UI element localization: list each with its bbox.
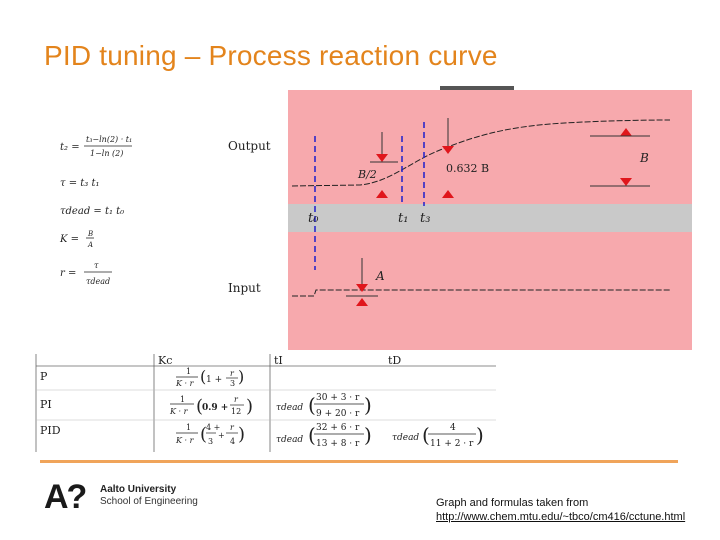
pi-ti-den: 9 + 20 · r (316, 409, 360, 419)
credit-link[interactable]: http://www.chem.mtu.edu/~tbco/cm416/cctune.html (436, 511, 686, 523)
pi-kc-pden: 12 (231, 407, 242, 416)
svg-text:τdead: τdead (86, 277, 111, 286)
pi-kc-num: 1 (180, 395, 186, 404)
formula-k (59, 230, 94, 249)
pid-kc-pden: 4 (230, 437, 236, 446)
pi-ti-num: 30 + 3 · r (316, 393, 360, 403)
t3-label: t₃ (420, 211, 431, 226)
svg-text:): ) (238, 367, 245, 386)
svg-text:1−ln (2): 1−ln (2) (90, 149, 124, 158)
p-kc-pden: 3 (230, 379, 236, 388)
table-header-kc: Kc (158, 354, 173, 367)
svg-text:(: ( (308, 423, 316, 447)
footer-divider (40, 460, 678, 463)
pi-kc-const: 0.9 + (202, 403, 229, 413)
table-row-pi-mode: PI (40, 398, 52, 411)
svg-text:): ) (246, 396, 254, 417)
table-row-pid-mode: PID (40, 424, 61, 437)
svg-text:): ) (364, 393, 372, 417)
table-header-td: tD (388, 354, 402, 367)
pid-kc-const-den: 3 (208, 437, 214, 446)
credit-text: Graph and formulas taken from (436, 497, 589, 509)
logo-school: School of Engineering (100, 496, 198, 507)
svg-text:t₂ =: t₂ = (60, 142, 80, 153)
svg-text:(: ( (196, 396, 204, 417)
t0-label: t₀ (308, 211, 319, 226)
formula-t2 (60, 135, 132, 158)
logo-mark: A? (44, 478, 86, 516)
reaction-curve-figure (30, 86, 692, 452)
svg-text:+: + (218, 431, 225, 440)
pid-kc-num: 1 (186, 423, 192, 432)
formula-tau: τ = t₃ t₁ (60, 178, 100, 189)
pid-ti-num: 32 + 6 · r (316, 423, 360, 433)
b-half-label: B/2 (358, 168, 377, 181)
aalto-logo (44, 480, 224, 520)
p-kc-const: 1 + (206, 375, 223, 385)
table-row-p-mode: P (40, 370, 48, 383)
b632-label: 0.632 B (446, 162, 490, 175)
logo-university: Aalto University (100, 484, 177, 495)
pid-ti-den: 13 + 8 · r (316, 439, 360, 449)
svg-text:(: ( (308, 393, 316, 417)
b-label: B (640, 151, 649, 165)
svg-text:r =: r = (60, 268, 77, 279)
p-kc-num: 1 (186, 367, 192, 376)
p-kc-den: K · r (176, 379, 194, 388)
table-header-ti: tI (274, 354, 283, 367)
output-label: Output (228, 139, 271, 153)
svg-text:): ) (476, 423, 484, 447)
a-label: A (376, 269, 385, 283)
svg-text:B: B (88, 230, 94, 238)
pid-td-prefix: τdead (392, 433, 420, 443)
pid-td-num: 4 (450, 423, 456, 433)
pi-kc-pnum: r (234, 395, 238, 404)
pid-kc-pnum: r (230, 423, 234, 432)
pi-ti-prefix: τdead (276, 403, 304, 413)
pid-kc-den: K · r (176, 436, 194, 445)
pid-kc-const: 4 + (206, 423, 221, 432)
source-credit (436, 496, 685, 524)
input-plot-panel (288, 232, 692, 350)
input-label: Input (228, 281, 261, 295)
pi-kc-den: K · r (170, 407, 188, 416)
svg-text:K =: K = (60, 234, 80, 245)
svg-text:τ: τ (94, 261, 99, 270)
svg-text:(: ( (200, 424, 208, 445)
time-axis-band (288, 204, 692, 232)
slide-title: PID tuning – Process reaction curve (44, 40, 498, 71)
formula-r (60, 261, 112, 286)
pid-td-den: 11 + 2 · r (430, 439, 474, 449)
formula-tau-dead: τdead = t₁ t₀ (60, 206, 125, 217)
svg-text:(: ( (422, 423, 430, 447)
svg-text:): ) (364, 423, 372, 447)
plot-top-tab (440, 86, 514, 90)
t1-label: t₁ (398, 211, 409, 226)
svg-text:): ) (238, 424, 246, 445)
p-kc-pnum: r (230, 369, 234, 378)
svg-text:t₃−ln(2) · t₁: t₃−ln(2) · t₁ (86, 135, 133, 144)
svg-text:(: ( (200, 367, 207, 386)
tuning-table (36, 354, 496, 452)
svg-text:A: A (88, 241, 94, 249)
pid-ti-prefix: τdead (276, 435, 304, 445)
output-plot-panel (288, 90, 692, 204)
